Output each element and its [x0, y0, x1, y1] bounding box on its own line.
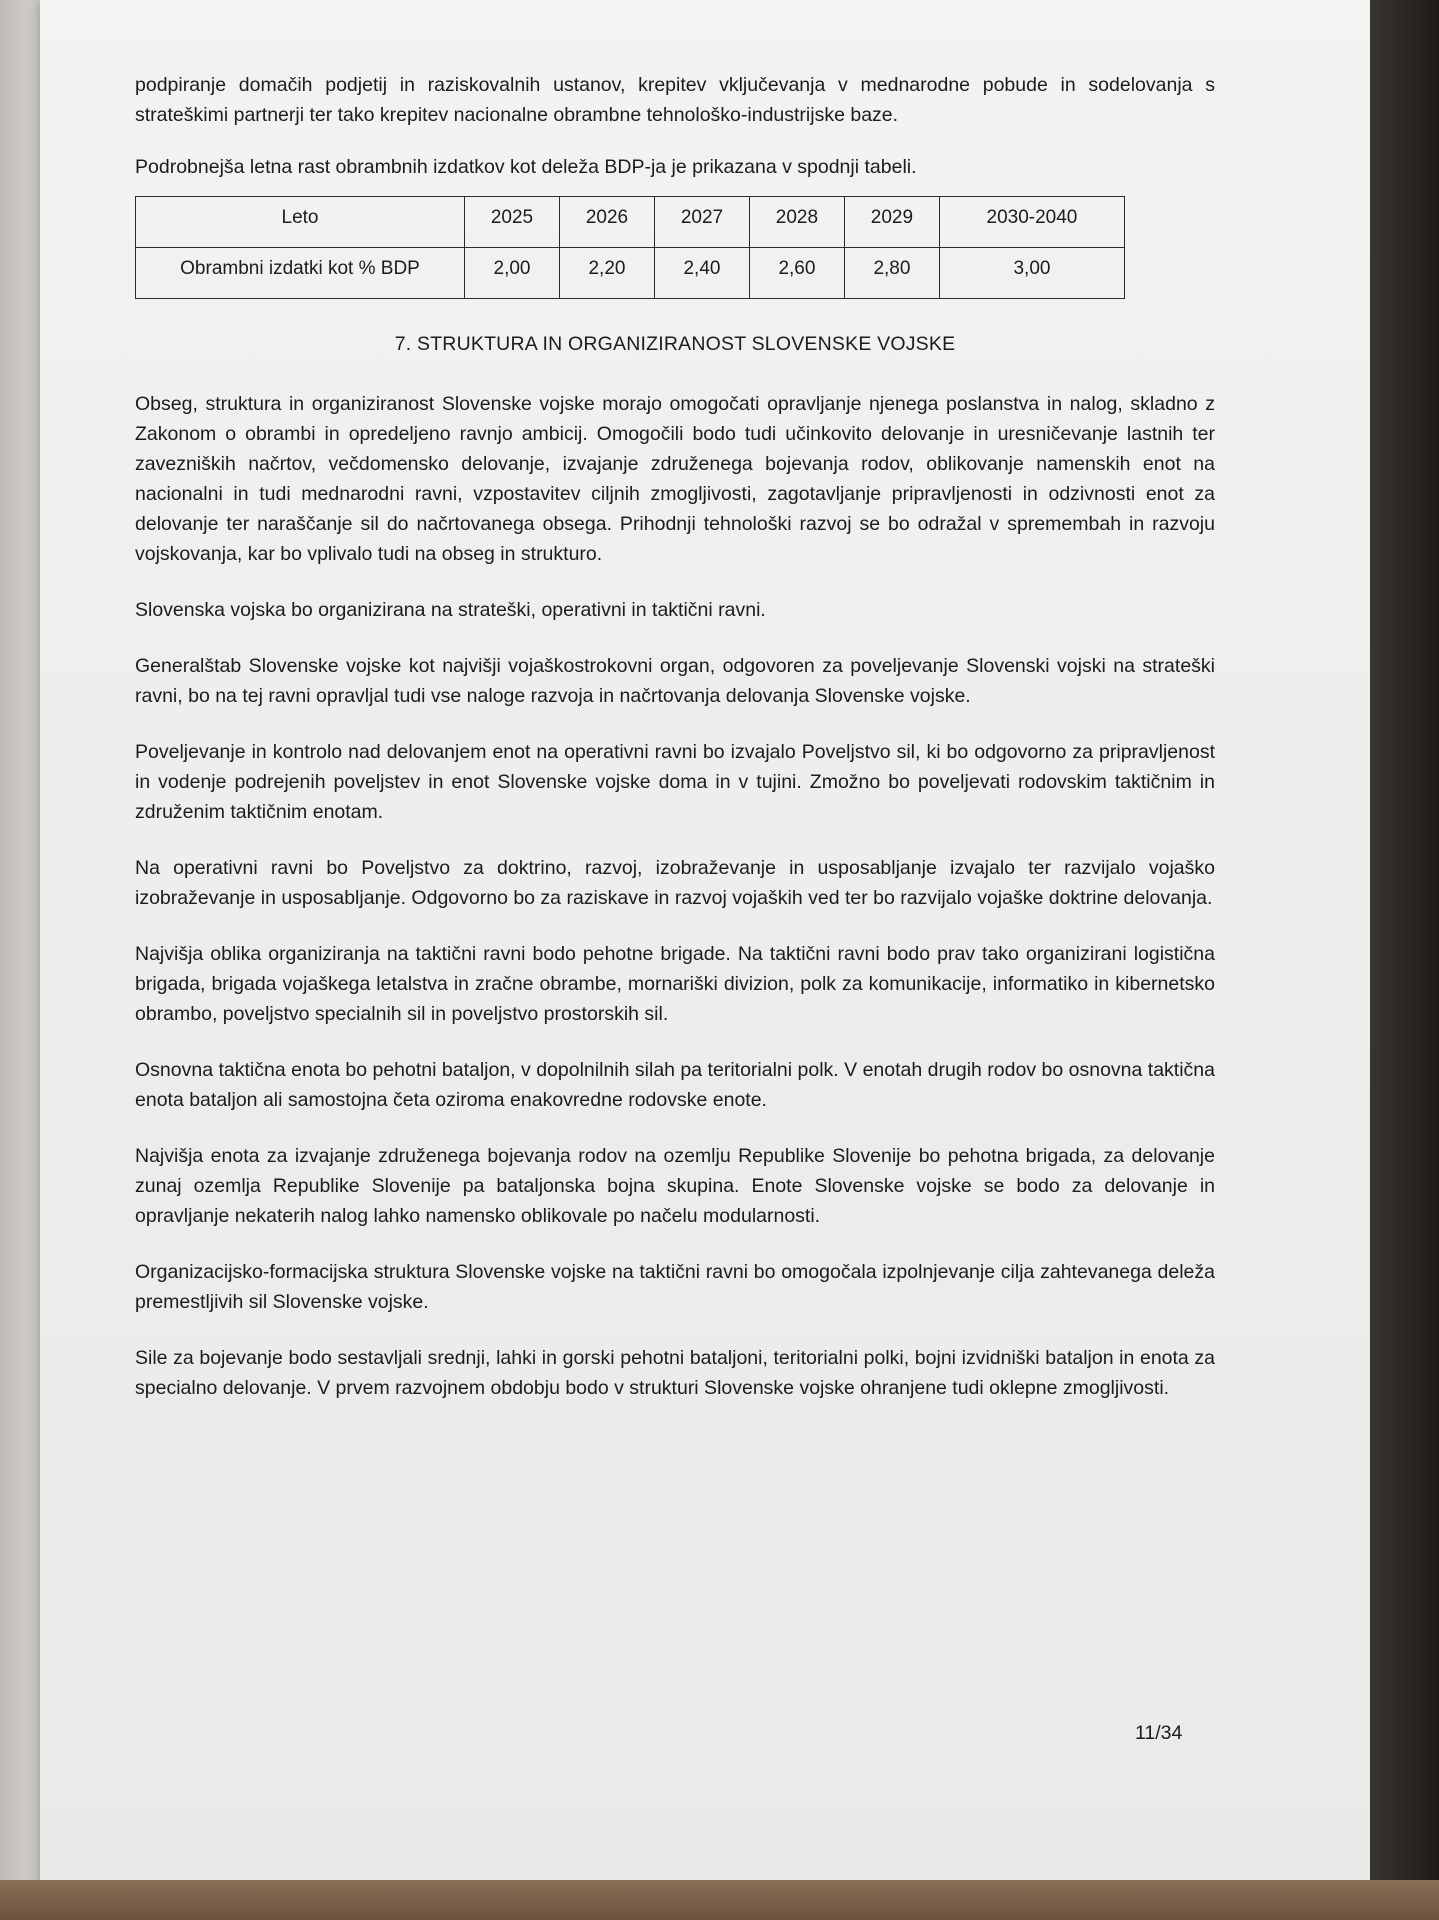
paragraph: Sile za bojevanje bodo sestavljali srednji, lahki in gorski pehotni bataljoni, teritorialni polki, bojni izvidniški bataljon in enota za specialno delovanje. V prvem razvojnem obdobju bodo v strukturi Slovenske vojske ohranjene tudi oklepne zmogljivosti.	[135, 1347, 1215, 1399]
table-cell: 2,80	[844, 248, 939, 299]
background-bottom	[0, 1880, 1439, 1920]
paragraph: Najvišja enota za izvajanje združenega bojevanja rodov na ozemlju Republike Slovenije bo pehotna brigada, za delovanje zunaj ozemlja Republike Slovenije pa bataljonska bojna skupina. Enote Slovenske vojske se bodo za delovanje in opravljanje nekaterih nalog lahko namensko oblikovale po načelu modularnosti.	[135, 1145, 1215, 1227]
defense-spending-table	[135, 196, 1125, 299]
table-row	[136, 248, 1125, 299]
table-intro: Podrobnejša letna rast obrambnih izdatkov kot deleža BDP-ja je prikazana v spodnji tabeli.	[135, 156, 917, 178]
background-right	[1370, 0, 1439, 1920]
paragraph: Na operativni ravni bo Poveljstvo za doktrino, razvoj, izobraževanje in usposabljanje izvajalo ter razvijalo vojaško izobraževanje in usposabljanje. Odgovorno bo za raziskave in razvoj vojaških ved ter bo razvijalo vojaške doktrine delovanja.	[135, 857, 1215, 909]
table-year: 2026	[559, 197, 654, 248]
paragraph: Slovenska vojska bo organizirana na strateški, operativni in taktični ravni.	[135, 599, 766, 621]
table-row-label: Obrambni izdatki kot % BDP	[136, 248, 465, 299]
page-number: 11/34	[1135, 1722, 1183, 1744]
paragraph: Najvišja oblika organiziranja na taktični ravni bodo pehotne brigade. Na taktični ravni bodo prav tako organizirani logistična brigada, brigada vojaškega letalstva in zračne obrambe, mornariški divizion, polk za komunikacije, informatiko in kibernetsko obrambo, poveljstvo specialnih sil in poveljstvo prostorskih sil.	[135, 943, 1215, 1025]
table-year: 2028	[749, 197, 844, 248]
paragraph: Osnovna taktična enota bo pehotni bataljon, v dopolnilnih silah pa teritorialni polk. V enotah drugih rodov bo osnovna taktična enota bataljon ali samostojna četa oziroma enakovredne rodovske enote.	[135, 1059, 1215, 1111]
section-heading: 7. STRUKTURA IN ORGANIZIRANOST SLOVENSKE VOJSKE	[394, 333, 956, 355]
table-year: 2027	[654, 197, 749, 248]
table-cell: 2,00	[465, 248, 560, 299]
paragraph: Poveljevanje in kontrolo nad delovanjem enot na operativni ravni bo izvajalo Poveljstvo sil, ki bo odgovorno za pripravljenost in vodenje podrejenih poveljstev in enot Slovenske vojske doma in v tujini. Zmožno bo poveljevati rodovskim taktičnim in združenim taktičnim enotam.	[135, 741, 1215, 823]
table-cell: 2,60	[749, 248, 844, 299]
table-header-row	[136, 197, 1125, 248]
table-cell: 2,20	[559, 248, 654, 299]
page-content	[135, 70, 1215, 1429]
table-cell: 3,00	[939, 248, 1124, 299]
paragraph: Generalštab Slovenske vojske kot najvišji vojaškostrokovni organ, odgovoren za poveljevanje Slovenski vojski na strateški ravni, bo na tej ravni opravljal tudi vse naloge razvoja in načrtovanja delovanja Slovenske vojske.	[135, 655, 1215, 707]
paragraph: Obseg, struktura in organiziranost Slovenske vojske morajo omogočati opravljanje njenega poslanstva in nalog, skladno z Zakonom o obrambi in opredeljeno ravnjo ambicij. Omogočili bodo tudi učinkovito delovanje in uresničevanje lastnih ter zavezniških načrtov, večdomensko delovanje, izvajanje združenega bojevanja rodov, oblikovanje namenskih enot na nacionalni in tudi mednarodni ravni, vzpostavitev ciljnih zmogljivosti, zagotavljanje pripravljenosti in odzivnosti enot za delovanje ter naraščanje sil do načrtovanega obsega. Prihodnji tehnološki razvoj se bo odražal v spremembah in razvoju vojskovanja, kar bo vplivalo tudi na obseg in strukturo.	[135, 393, 1215, 565]
table-cell: 2,40	[654, 248, 749, 299]
paragraph: Organizacijsko-formacijska struktura Slovenske vojske na taktični ravni bo omogočala izpolnjevanje cilja zahtevanega deleža premestljivih sil Slovenske vojske.	[135, 1261, 1215, 1313]
paragraph-top-1: podpiranje domačih podjetij in raziskovalnih ustanov, krepitev vključevanja v mednarodne pobude in sodelovanja s strateškimi partnerji ter tako krepitev nacionalne obrambne tehnološko-industrijske baze.	[135, 74, 1215, 126]
table-year: 2030-2040	[939, 197, 1124, 248]
table-header-label: Leto	[136, 197, 465, 248]
table-year: 2029	[844, 197, 939, 248]
table-year: 2025	[465, 197, 560, 248]
